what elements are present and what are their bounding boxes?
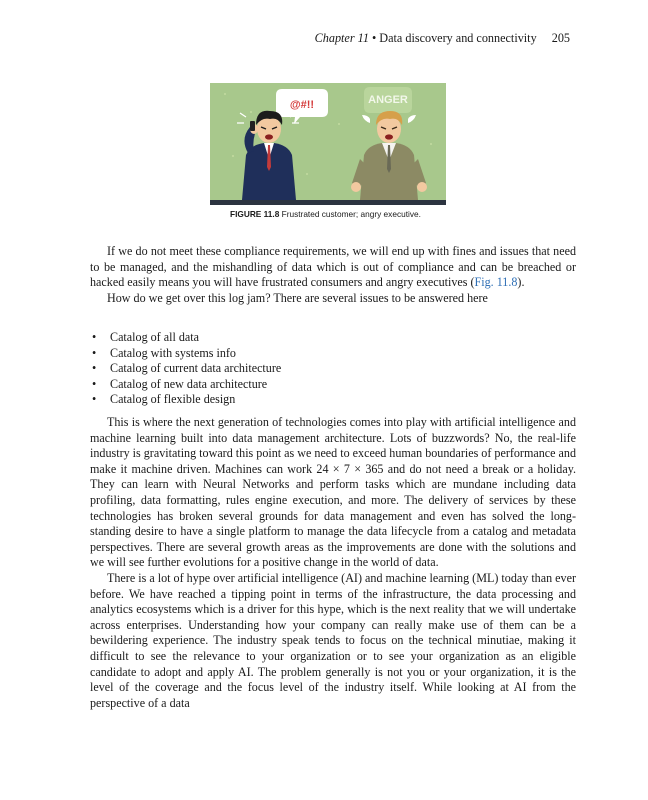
list-item: • Catalog of current data architecture [92,361,281,377]
main-paragraphs [90,415,576,711]
chapter-label: Chapter 11 [314,31,369,45]
anger-bubble-icon [364,87,412,113]
page-number: 205 [551,31,570,45]
figure-caption [230,209,421,219]
running-head [315,31,570,46]
list-item: • Catalog of all data [92,330,281,346]
list-item: • Catalog of new data architecture [92,377,281,393]
bubble-left-text: @#!! [289,99,315,111]
figure-reference-link[interactable]: Fig. 11.8 [474,275,518,290]
bubble-right-text: ANGER [368,94,408,106]
p1-end: ). [517,275,525,290]
intro-paragraphs [90,244,576,306]
angry-people-illustration [210,83,446,205]
figure-illustration [210,83,446,205]
header-bullet: • [371,31,377,45]
list-item: • Catalog of flexible design [92,392,281,408]
caption-label: FIGURE 11.8 [230,209,280,219]
list-item: • Catalog with systems info [92,346,281,362]
paragraph-next-generation: This is where the next generation of technologies comes into play with artificial intelligence and machine learning built into data management architecture. Lots of buzzwords? No, the real-life industry is gravitating toward this point as we need to exceed human boundaries of performance and make it machine driven. Machines can work 24 × 7 × 365 and do not need a break or a holiday. They can learn with Neural Networks and perform tasks which are mundane including data profiling, data formatting, rules engine execution, and more. The delivery of services by these technologies has broken several grounds for data management and even has solved the long-standing desire to have a single platform to manage the data lifecycle from a catalog and metadata perspectives. There are several growth areas as the improvements are done with the solutions and we will see further evolutions for a positive change in the world of data. [90,415,576,570]
catalog-list [92,330,281,408]
p1-text: If we do not meet these compliance requirements, we will end up with fines and issues that need to be managed, and the mishandling of data which is out of compliance and can be breached or hacked easily means you will have frustrated consumers and angry executives ( [90,244,576,290]
paragraph-log-jam: How do we get over this log jam? There are several issues to be answered here [107,290,488,305]
caption-text: Frustrated customer; angry executive. [281,209,421,219]
paragraph-compliance [90,244,576,291]
chapter-title: Data discovery and connectivity [379,31,537,45]
paragraph-ai-hype: There is a lot of hype over artificial intelligence (AI) and machine learning (ML) today than ever before. We have reached a tipping point in terms of the infrastructure, the data processing and analytics ecosystems which is a driver for this hype, which is the next reality that we will undertake across enterprises. Understanding how your company can really make use of them can be a bewildering experience. The industry speak tends to focus on the technical minutiae, making it difficult to see the relevance to your organization or to see your organization as an eligible candidate to adopt and apply AI. The problem generally is not you or your organization, it is the level of the coverage and the focus level of the industry itself. While looking at AI from the perspective of a data [90,570,576,710]
